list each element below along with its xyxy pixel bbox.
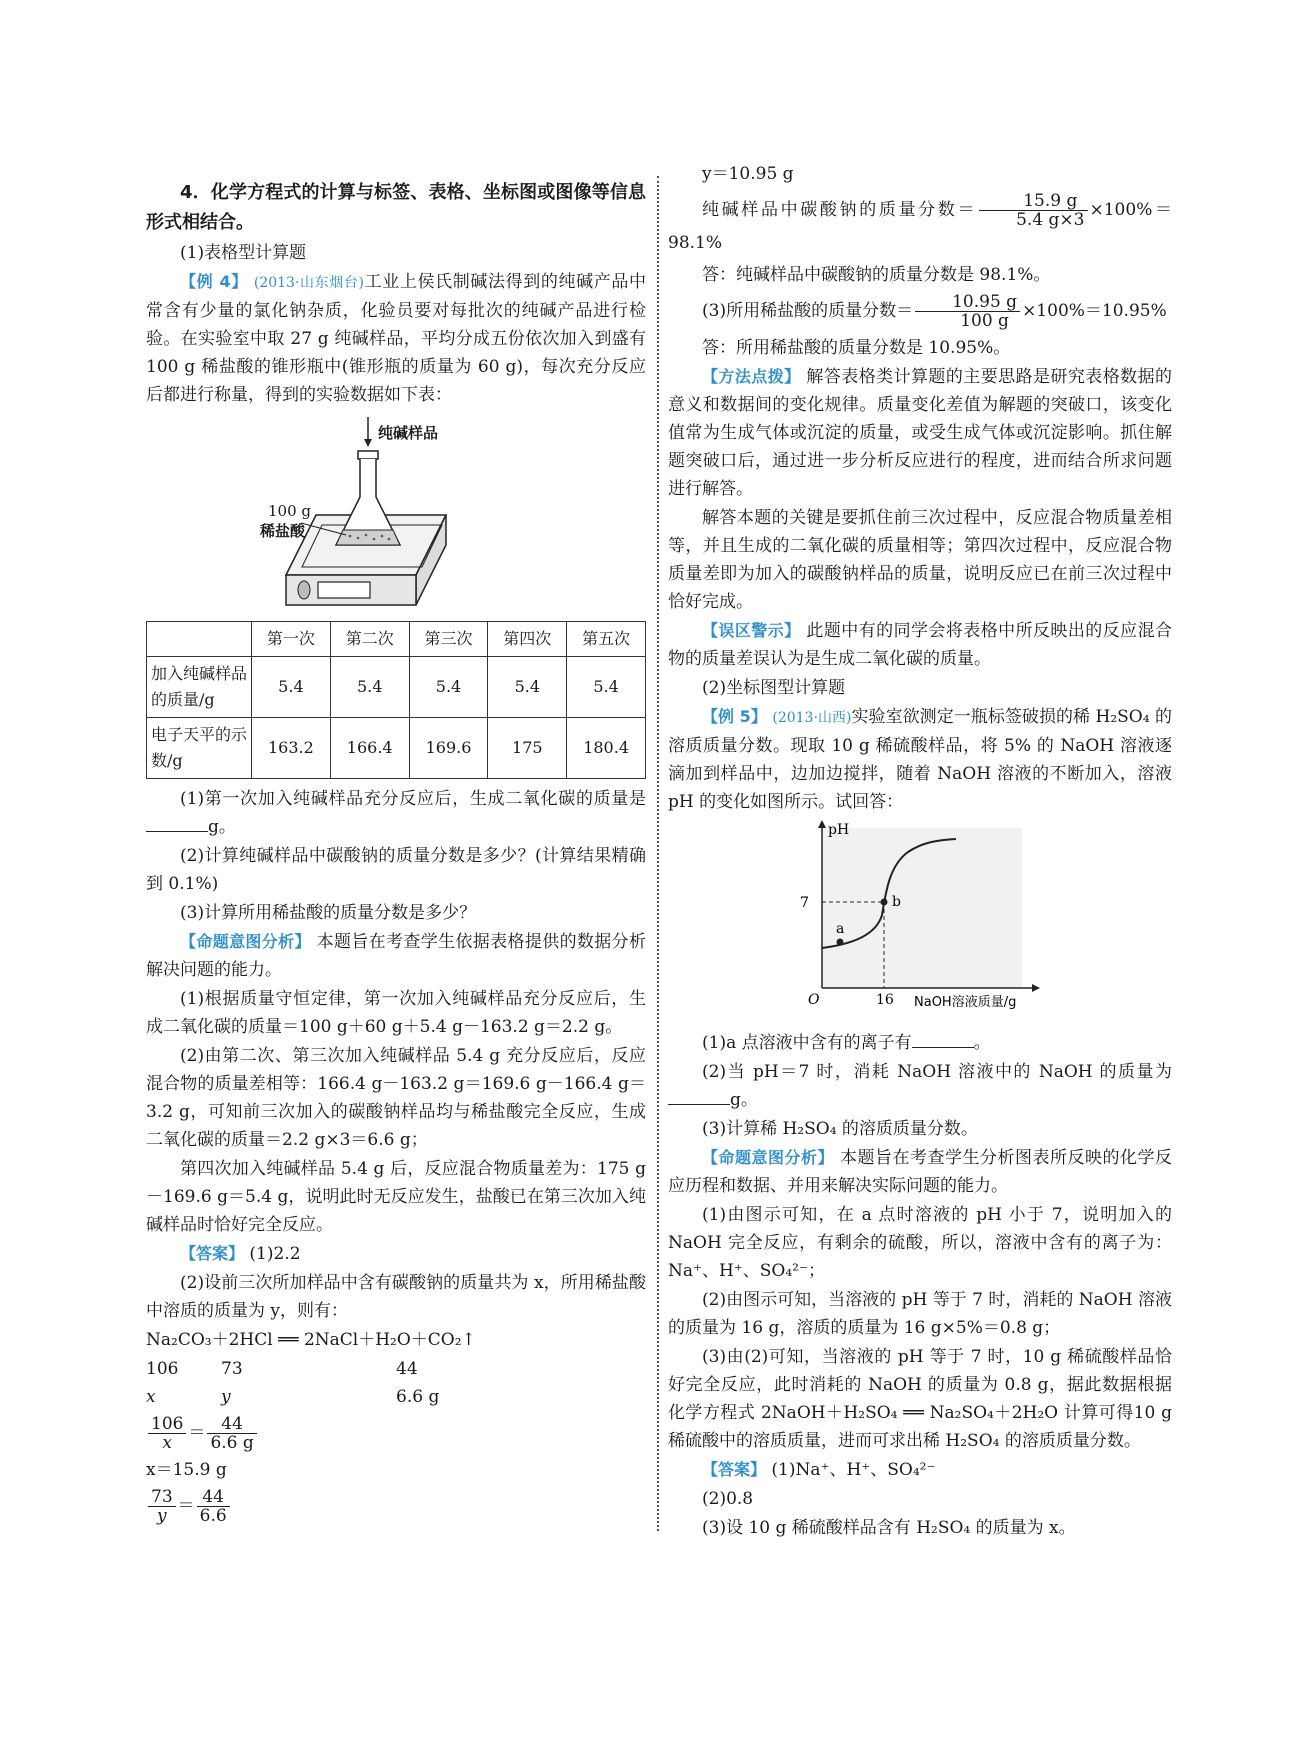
ratio-2: $\frac{73}{y}$ ＝ $\frac{44}{6.6}$ [146, 1488, 646, 1525]
table-header-cell: 第二次 [330, 622, 409, 657]
answer-2: (2)设前三次所加样品中含有碳酸钠的质量共为 x，所用稀盐酸中溶质的质量为 y，则有： [146, 1273, 646, 1321]
method-tip-2: 解答本题的关键是要抓住前三次过程中，反应混合物质量差相等，并且生成的二氧化碳的质量相等；第四次过程中，反应混合物质量差即为加入的碳酸钠样品的质量，说明反应已在前三次过程中恰好完成。 [668, 508, 1172, 612]
subsection-graph-type: (2)坐标图型计算题 [702, 678, 846, 698]
table-cell: 169.6 [409, 718, 488, 779]
value-co2: 6.6 g [396, 1387, 440, 1407]
ph-curve-graph [798, 820, 1048, 1010]
example-4-tag: 【例 4】 [180, 272, 248, 291]
value-x: x [146, 1387, 156, 1407]
mass-na2co3: 106 [146, 1359, 179, 1379]
analysis-step-1: (1)根据质量守恒定律，第一次加入纯碱样品充分反应后，生成二氧化碳的质量＝100 g＋60 g＋5.4 g－163.2 g＝2.2 g。 [146, 989, 646, 1037]
acid-label: 稀盐酸 [260, 522, 306, 540]
ratio-1-den2: 6.6 g [210, 1433, 254, 1453]
y-axis-label: pH [828, 822, 850, 838]
ratio-2-num1: 73 [148, 1488, 176, 1507]
acid-mass-label: 100 g [268, 502, 312, 520]
point-b [881, 899, 888, 906]
ph-chart [798, 820, 1172, 1019]
value-y: y [221, 1387, 231, 1407]
x-result: x＝15.9 g [146, 1460, 227, 1480]
ratio-2-den2: 6.6 [199, 1506, 227, 1526]
origin-label: O [808, 992, 820, 1008]
analysis [146, 928, 646, 984]
ex5-question-2 [668, 1058, 1172, 1114]
row-label: 加入纯碱样品的质量/g [147, 657, 252, 718]
table-header-cell: 第一次 [252, 622, 331, 657]
purity-den: 5.4 g×3 [1016, 210, 1085, 230]
example-4-source: (2013·山东烟台) [253, 275, 364, 291]
ex5-question-1-end: 。 [973, 1033, 991, 1053]
subsection-table-type: (1)表格型计算题 [180, 243, 307, 263]
acid-calc-label: (3)所用稀盐酸的质量分数＝ [702, 301, 914, 321]
ex5-analysis-step-2: (2)由图示可知，当溶液的 pH 等于 7 时，消耗的 NaOH 溶液的质量为 16 g，溶质的质量为 16 g×5%＝0.8 g； [668, 1290, 1172, 1338]
table-header-cell: 第五次 [567, 622, 646, 657]
chemical-equation: Na₂CO₃＋2HCl ══ 2NaCl＋H₂O＋CO₂↑ [146, 1330, 476, 1350]
method-tag: 【方法点拨】 [702, 367, 801, 386]
left-column [146, 178, 646, 1529]
warning-tag: 【误区警示】 [702, 621, 801, 640]
ex5-question-1-text: (1)a 点溶液中含有的离子有 [702, 1033, 912, 1053]
ex5-analysis-step-3: (3)由(2)可知，当溶液的 pH 等于 7 时，10 g 稀硫酸样品恰好完全反应，此时消耗的 NaOH 的质量为 0.8 g，据此数据根据化学方程式 2NaOH＋H₂SO₄ ══ Na₂SO₄＋2H₂O 计算可得10 g 稀硫酸中的溶质质量，进而可求出稀 H₂SO₄ 的溶质质量分数。 [668, 1347, 1172, 1451]
table-cell: 180.4 [567, 718, 646, 779]
ex5-question-3: (3)计算稀 H₂SO₄ 的溶质质量分数。 [702, 1119, 978, 1139]
right-column [668, 160, 1172, 1543]
purity-num: 15.9 g [979, 192, 1087, 211]
analysis-tag: 【命题意图分析】 [180, 932, 311, 951]
table-cell: 163.2 [252, 718, 331, 779]
analysis-step-3: 第四次加入纯碱样品 5.4 g 后，反应混合物质量差为：175 g－169.6 g＝5.4 g，说明此时无反应发生，盐酸已在第三次加入纯碱样品时恰好完全反应。 [146, 1159, 646, 1235]
y-tick-7: 7 [800, 895, 809, 911]
question-1 [146, 785, 646, 841]
acid-answer: 答：所用稀盐酸的质量分数是 10.95%。 [702, 338, 1011, 358]
x-tick-16: 16 [876, 992, 894, 1008]
table-header-row [147, 622, 646, 657]
y-axis-arrow [818, 820, 826, 828]
table-header-cell [147, 622, 252, 657]
ex5-analysis [668, 1144, 1172, 1200]
ex5-analysis-step-1: (1)由图示可知，在 a 点时溶液的 pH 小于 7，说明加入的 NaOH 完全反应，有剩余的硫酸，所以，溶液中含有的离子为：Na⁺、H⁺、SO₄²⁻； [668, 1205, 1172, 1281]
acid-result: ×100%＝10.95% [1022, 301, 1167, 321]
question-1-unit: g。 [208, 817, 236, 837]
mass-co2: 44 [396, 1359, 418, 1379]
equation-masses [146, 1355, 646, 1383]
example-5 [668, 703, 1172, 816]
sample-label: 纯碱样品 [378, 424, 439, 442]
ratio-1-num2: 44 [207, 1415, 256, 1434]
table-row [147, 657, 646, 718]
table-cell: 166.4 [330, 718, 409, 779]
answer-blank [146, 815, 208, 832]
mass-hcl: 73 [221, 1359, 243, 1379]
table-cell: 5.4 [567, 657, 646, 718]
acid-den: 100 g [960, 311, 1009, 331]
example-5-tag: 【例 5】 [702, 707, 767, 726]
example-4-text: 工业上侯氏制碱法得到的纯碱产品中常含有少量的氯化钠杂质，化验员要对每批次的纯碱产品进行检验。在实验室中取 27 g 纯碱样品，平均分成五份依次加入到盛有 100 g 稀盐酸的锥形瓶中(锥形瓶的质量为 60 g)，每次充分反应后都进行称量，得到的实验数据如下表： [146, 272, 646, 405]
analysis-step-2: (2)由第二次、第三次加入纯碱样品 5.4 g 充分反应后，反应混合物的质量差相等：166.4 g－163.2 g＝169.6 g－166.4 g＝3.2 g，可知前三次加入的碳酸钠样品均与稀盐酸完全反应，生成二氧化碳的质量＝2.2 g×3＝6.6 g； [146, 1046, 646, 1150]
purity-answer: 答：纯碱样品中碳酸钠的质量分数是 98.1%。 [702, 265, 1051, 285]
acid-num: 10.95 g [915, 293, 1020, 312]
label-b: b [892, 894, 901, 910]
ratio-1-num1: 106 [148, 1415, 186, 1434]
ex5-question-1 [668, 1029, 1172, 1057]
answer-1: (1)2.2 [249, 1244, 301, 1264]
ex5-answer-tag: 【答案】 [702, 1460, 767, 1479]
purity-result: ×100%＝98.1% [668, 200, 1172, 253]
table-cell: 5.4 [409, 657, 488, 718]
ratio-2-num2: 44 [197, 1488, 230, 1507]
warning-text: 此题中有的同学会将表格中所反映出的反应混合物的质量差误认为是生成二氧化碳的质量。 [668, 621, 1172, 669]
question-3: (3)计算所用稀盐酸的质量分数是多少？ [180, 903, 477, 923]
answer-blank [912, 1031, 974, 1048]
method-text: 解答表格类计算题的主要思路是研究表格数据的意义和数据间的变化规律。质量变化差值为解题的突破口，该变化值常为生成气体或沉淀的质量，或受生成气体或沉淀影响。抓住解题突破口后，通过进一步分析反应进行的程度，进而结合所求问题进行解答。 [668, 367, 1172, 499]
answer [146, 1240, 646, 1268]
point-a [837, 939, 844, 946]
ex5-question-2-text: (2)当 pH＝7 时，消耗 NaOH 溶液中的 NaOH 的质量为 [702, 1062, 1172, 1082]
label-a: a [836, 921, 845, 937]
table-header-cell: 第四次 [488, 622, 567, 657]
table-row [147, 718, 646, 779]
ratio-1-den1: x [162, 1433, 173, 1453]
question-2: (2)计算纯碱样品中碳酸钠的质量分数是多少？(计算结果精确到 0.1%) [146, 846, 646, 894]
ex5-analysis-tag: 【命题意图分析】 [702, 1148, 835, 1167]
data-table [146, 621, 646, 779]
ex5-answer-3: (3)设 10 g 稀硫酸样品含有 H₂SO₄ 的质量为 x。 [702, 1518, 1076, 1538]
method-tip [668, 363, 1172, 503]
x-axis-arrow [1032, 984, 1040, 992]
ratio-1: $\frac{106}{x}$ ＝ $\frac{44}{6.6 g}$ [146, 1415, 646, 1452]
answer-blank [668, 1088, 730, 1105]
chart-background [822, 828, 1022, 988]
column-divider [657, 176, 659, 1531]
table-cell: 5.4 [488, 657, 567, 718]
table-cell: 175 [488, 718, 567, 779]
analysis-text: 本题旨在考查学生依据表格提供的数据分析解决问题的能力。 [146, 932, 646, 980]
purity-calc [668, 192, 1172, 257]
table-cell: 5.4 [330, 657, 409, 718]
question-1-text: (1)第一次加入纯碱样品充分反应后，生成二氧化碳的质量是 [180, 789, 646, 809]
example-5-source: (2013·山西) [772, 710, 852, 726]
ex5-answer-2: (2)0.8 [702, 1489, 754, 1509]
example-5-text: 实验室欲测定一瓶标签破损的稀 H₂SO₄ 的溶质质量分数。现取 10 g 稀硫酸样品，将 5% 的 NaOH 溶液逐滴加到样品中，边加边搅拌，随着 NaOH 溶液的不断加入，溶液 pH 的变化如图所示。试回答： [668, 707, 1172, 812]
table-header-cell: 第三次 [409, 622, 488, 657]
answer-tag: 【答案】 [180, 1244, 245, 1263]
x-axis-label: NaOH溶液质量/g [914, 995, 1017, 1010]
section-heading: 4．化学方程式的计算与标签、表格、坐标图或图像等信息形式相结合。 [146, 182, 646, 233]
ex5-answer [668, 1456, 1172, 1484]
ex5-answer-1: (1)Na⁺、H⁺、SO₄²⁻ [771, 1460, 936, 1480]
warning [668, 617, 1172, 673]
example-4 [146, 268, 646, 409]
ex5-analysis-text: 本题旨在考查学生分析图表所反映的化学反应历程和数据、并用来解决实际问题的能力。 [668, 1148, 1173, 1196]
y-result: y＝10.95 g [702, 164, 794, 184]
equation-values [146, 1383, 646, 1411]
ratio-2-den1: y [157, 1506, 167, 1526]
acid-calc [668, 293, 1172, 330]
table-cell: 5.4 [252, 657, 331, 718]
balance-figure [146, 415, 646, 615]
ex5-question-2-unit: g。 [730, 1090, 758, 1110]
purity-calc-label: 纯碱样品中碳酸钠的质量分数＝ [702, 200, 978, 220]
row-label: 电子天平的示数/g [147, 718, 252, 779]
